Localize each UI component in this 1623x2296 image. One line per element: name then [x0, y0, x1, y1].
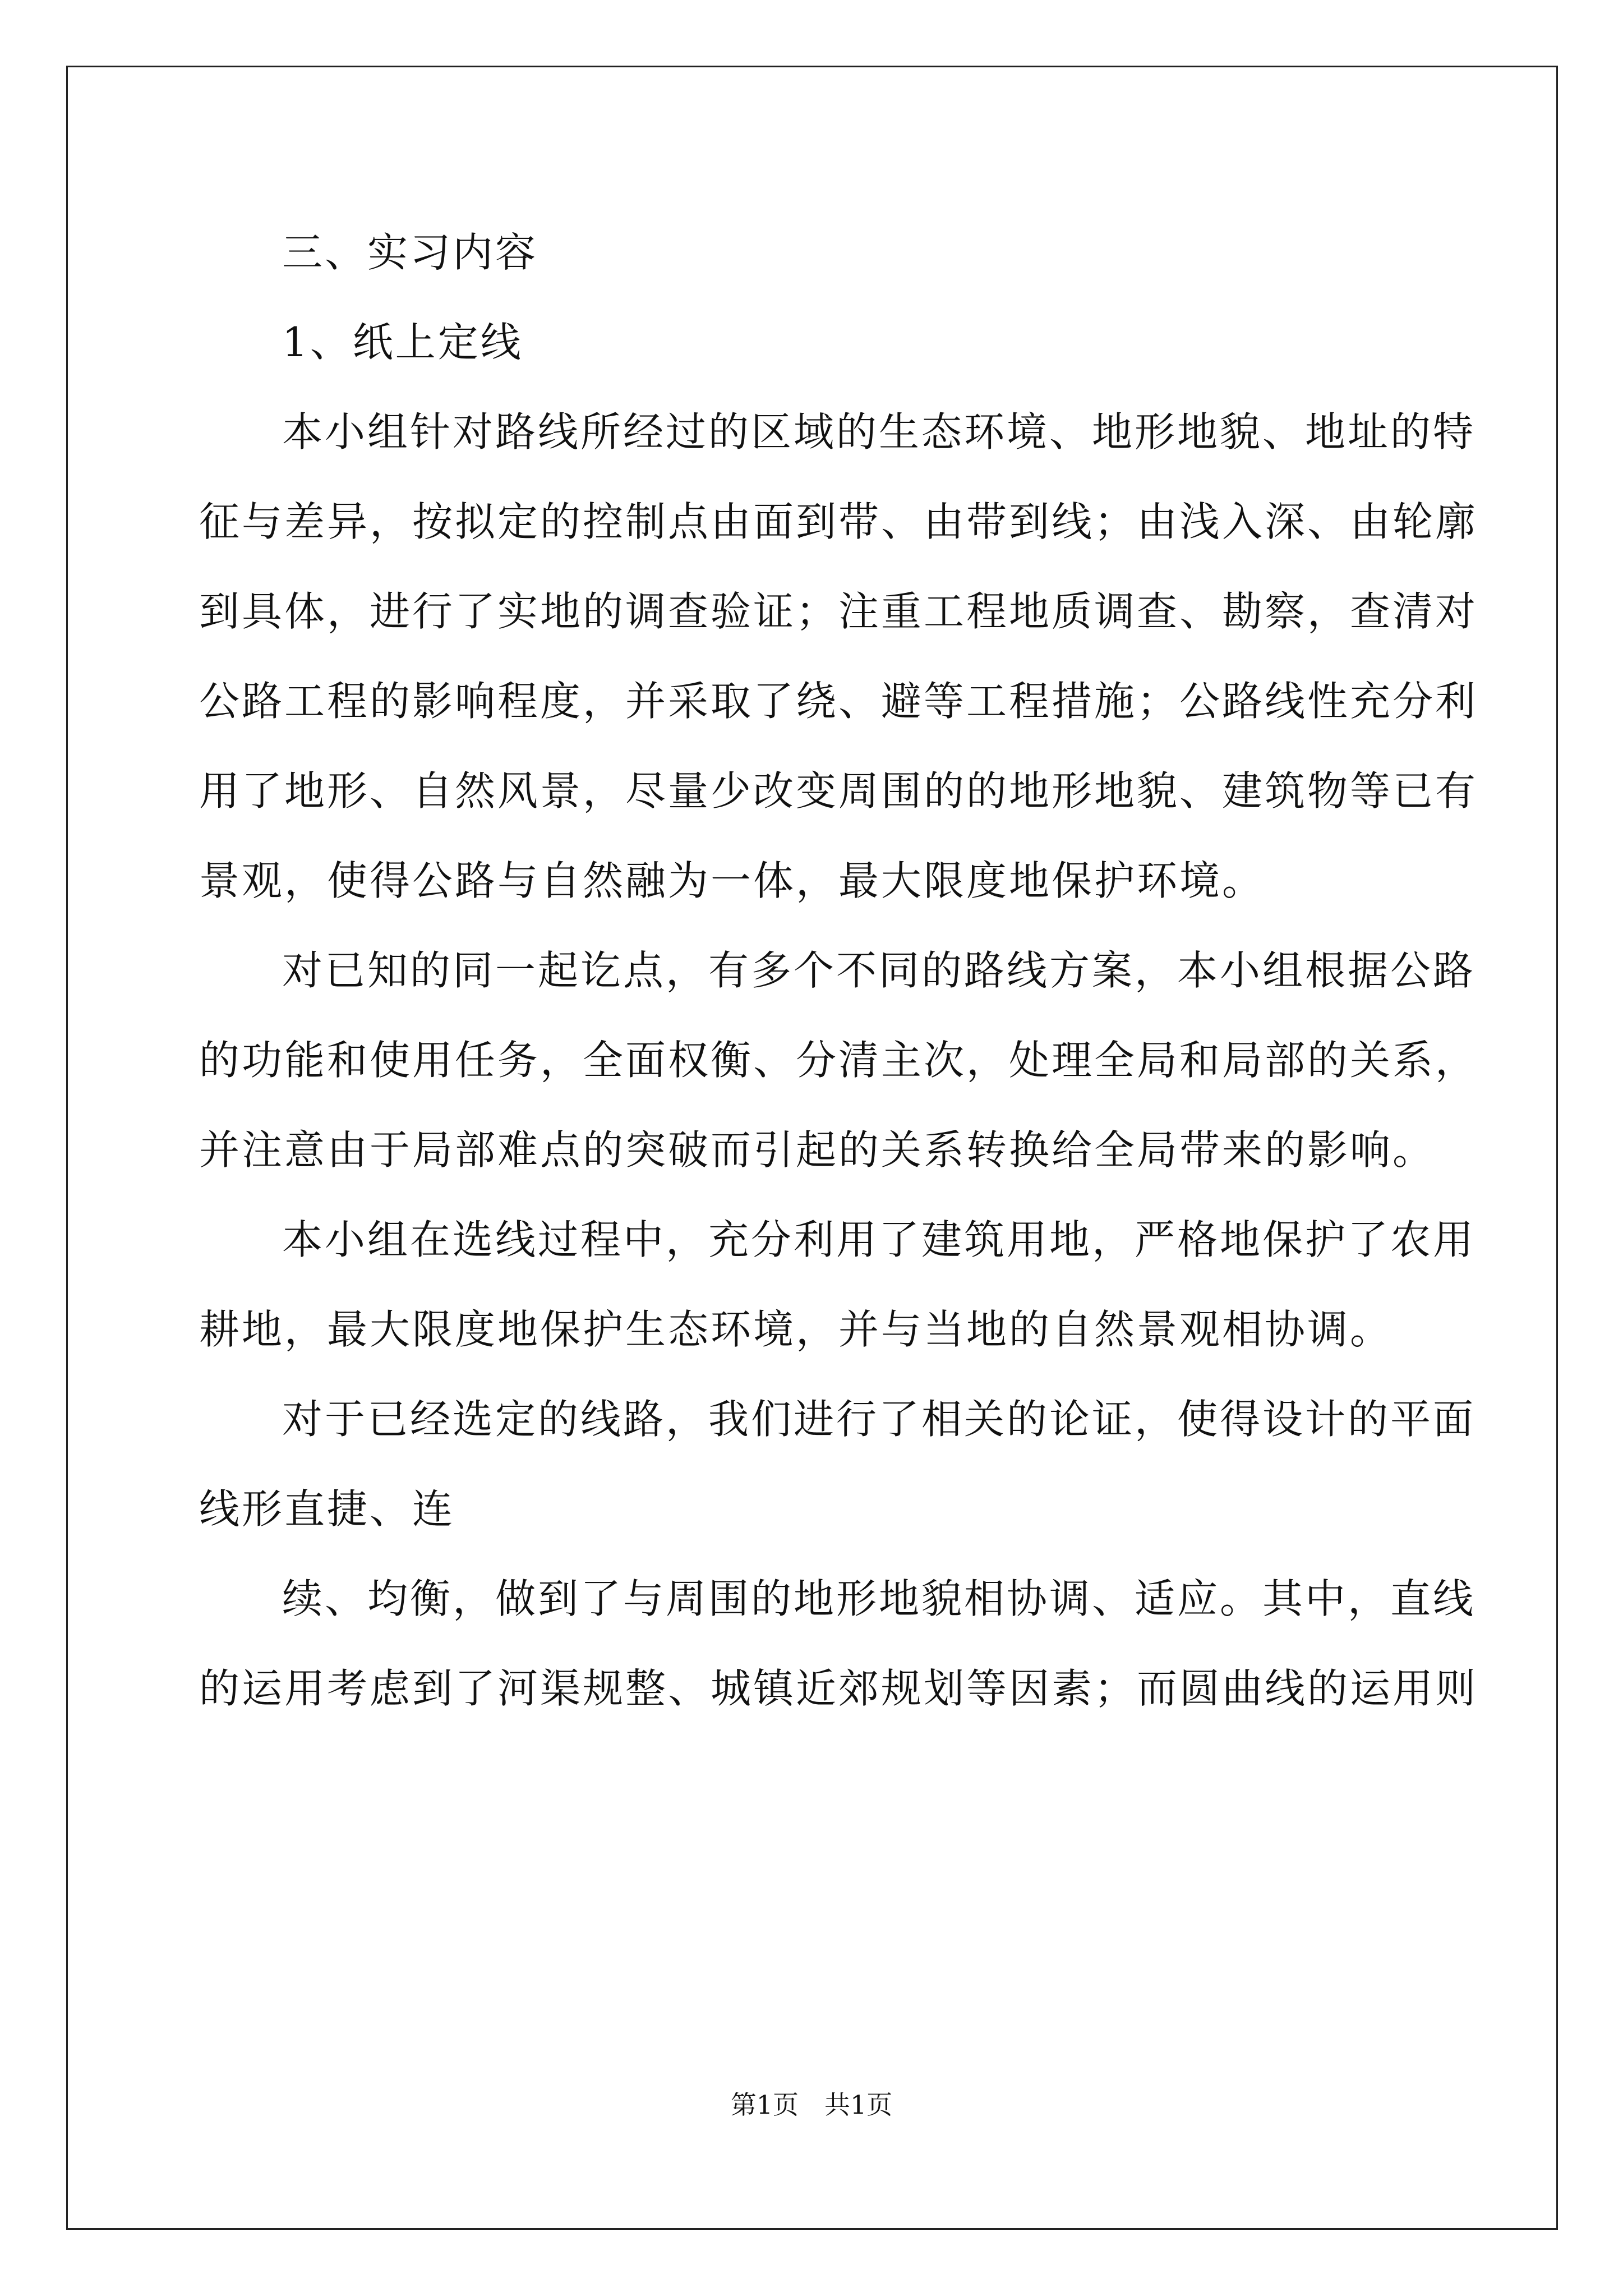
- paragraph-line: 对已知的同一起讫点，有多个不同的路线方案，本小组根据公路: [282, 947, 1476, 994]
- paragraph-line: 耕地，最大限度地保护生态环境，并与当地的自然景观相协调。: [199, 1306, 1393, 1353]
- page-footer: [0, 2088, 1623, 2122]
- paragraph-line: 本小组针对路线所经过的区域的生态环境、地形地貌、地址的特: [282, 408, 1476, 455]
- paragraph-line: 本小组在选线过程中，充分利用了建筑用地，严格地保护了农用: [282, 1216, 1476, 1263]
- paragraph-line: 的功能和使用任务，全面权衡、分清主次，处理全局和局部的关系，: [199, 1037, 1478, 1084]
- paragraph-line: 续、均衡，做到了与周围的地形地貌相协调、适应。其中，直线: [282, 1575, 1476, 1622]
- subsection-heading: 1、纸上定线: [282, 319, 523, 366]
- paragraph-line: 线形直捷、连: [199, 1485, 455, 1533]
- document-body: [199, 208, 1478, 1733]
- paragraph-line: 公路工程的影响程度，并采取了绕、避等工程措施；公路线性充分利: [199, 678, 1478, 725]
- page-number: 第1页: [730, 2090, 799, 2120]
- paragraph-line: 对于已经选定的线路，我们进行了相关的论证，使得设计的平面: [282, 1396, 1476, 1443]
- paragraph-line: 并注意由于局部难点的突破而引起的关系转换给全局带来的影响。: [199, 1126, 1436, 1174]
- paragraph-line: 到具体，进行了实地的调查验证；注重工程地质调查、勘察，查清对: [199, 588, 1478, 635]
- paragraph-line: 的运用考虑到了河渠规整、城镇近郊规划等因素；而圆曲线的运用则: [199, 1665, 1478, 1712]
- page-total: 共1页: [824, 2090, 893, 2120]
- paragraph-line: 景观，使得公路与自然融为一体，最大限度地保护环境。: [199, 857, 1265, 904]
- paragraph-line: 用了地形、自然风景，尽量少改变周围的的地形地貌、建筑物等已有: [199, 767, 1478, 815]
- paragraph-line: 征与差异，按拟定的控制点由面到带、由带到线；由浅入深、由轮廓: [199, 498, 1478, 545]
- section-heading: 三、实习内容: [282, 229, 538, 276]
